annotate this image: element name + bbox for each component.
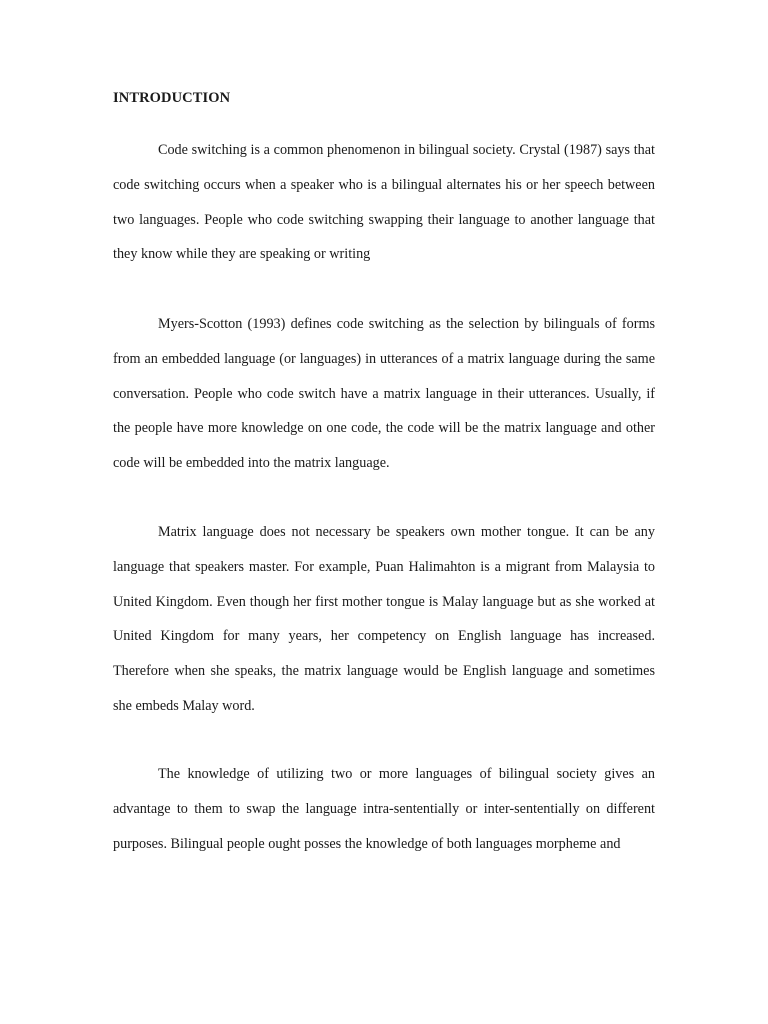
paragraph-1: Code switching is a common phenomenon in bilingual society. Crystal (1987) says that code switching occurs when a speaker who is a bilingual alternates his or her speech between two languages. People who code switching swapping their language to another language that they know while they are speaking or writing <box>113 142 655 263</box>
paragraph-3: Matrix language does not necessary be speakers own mother tongue. It can be any language that speakers master. For example, Puan Halimahton is a migrant from Malaysia to United Kingdom. Even though her first mother tongue is Malay language but as she worked at United Kingdom for many years, her competency on English language has increased. Therefore when she speaks, the matrix language would be English language and sometimes she embeds Malay word. <box>113 524 655 714</box>
section-heading: INTRODUCTION <box>113 90 231 106</box>
paragraph-2: Myers-Scotton (1993) defines code switching as the selection by bilinguals of forms from an embedded language (or languages) in utterances of a matrix language during the same conversation. People who code switch have a matrix language in their utterances. Usually, if the people have more knowledge on one code, the code will be the matrix language and other code will be embedded into the matrix language. <box>113 316 655 472</box>
paragraph-4: The knowledge of utilizing two or more languages of bilingual society gives an advantage to them to swap the language intra-sententially or inter-sententially on different purposes. Bilingual people ought posses the knowledge of both languages morpheme and <box>113 766 655 852</box>
